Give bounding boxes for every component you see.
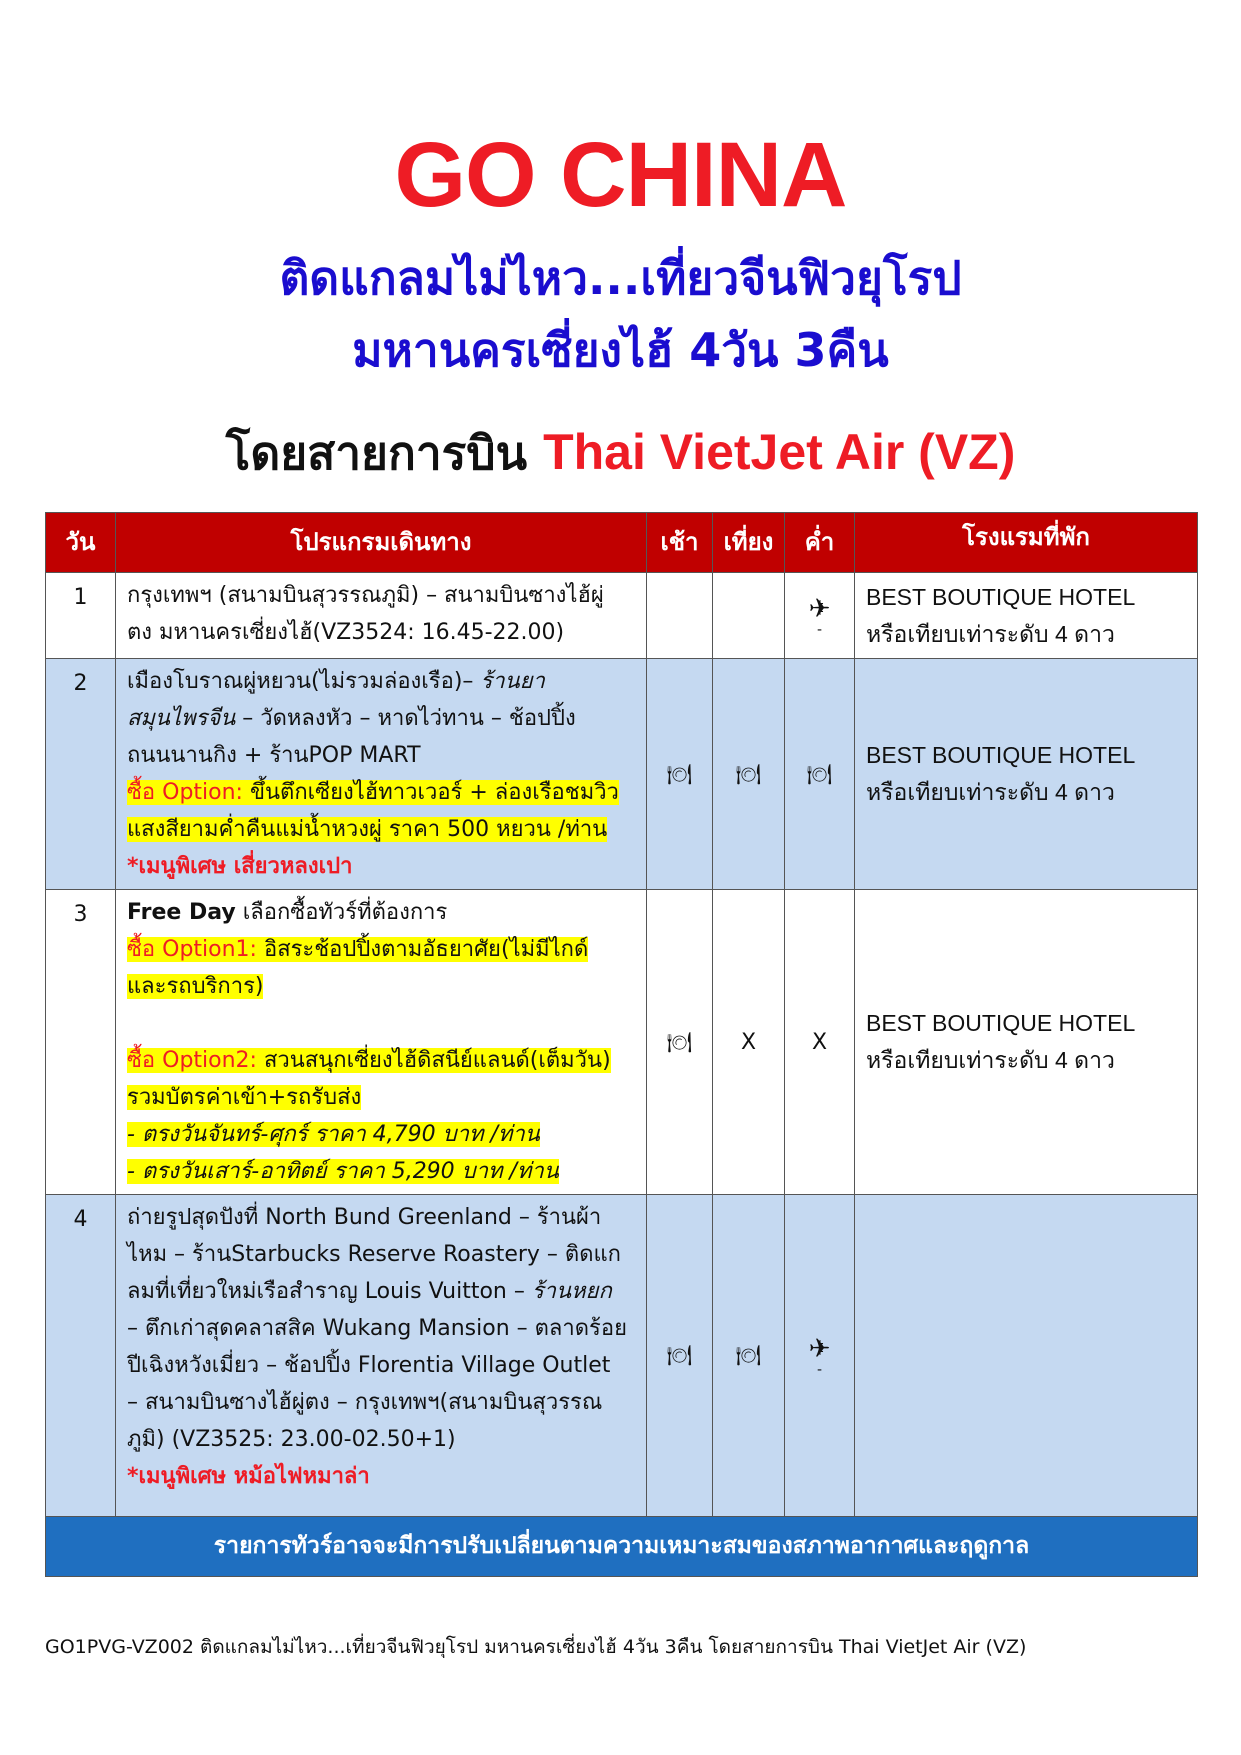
special-menu: *เมนูพิเศษ หม้อไฟหมาล่า (127, 1464, 370, 1489)
program-text: เลือกซื้อทัวร์ที่ต้องการ (235, 900, 448, 925)
day-program (116, 573, 647, 659)
dinner-cell: X (785, 890, 855, 1195)
meal-icon: 🍽 (735, 761, 762, 786)
option-line (127, 931, 638, 968)
option-text: อิสระช้อปปิ้งตามอัธยาศัย(ไม่มีไกด์ (256, 937, 589, 962)
hotel-grade: หรือเทียบเท่าระดับ 4 ดาว (866, 779, 1115, 805)
header-dinner: ค่ำ (785, 513, 855, 573)
hotel-name: BEST BOUTIQUE HOTEL (866, 1010, 1136, 1036)
meal-icon: 🍽 (735, 1343, 762, 1367)
option-label: ซื้อ Option2: (127, 1048, 257, 1073)
airline-line (0, 420, 1241, 485)
hotel-cell (855, 890, 1198, 1195)
header-breakfast: เช้า (647, 513, 713, 573)
day-program (116, 659, 647, 890)
hotel-cell (855, 1195, 1198, 1517)
table-row (46, 659, 1198, 890)
breakfast-cell (647, 573, 713, 659)
program-line (127, 700, 638, 737)
hotel-cell (855, 573, 1198, 659)
price-weekday: - ตรงวันจันทร์-ศุกร์ ราคา 4,790 บาท /ท่าน (127, 1122, 540, 1147)
program-text: – วัดหลงหัว – หาดไว่ทาน – ช้อปปิ้ง (235, 706, 576, 731)
option-line (127, 968, 638, 1005)
meal-icon: 🍽 (666, 1029, 693, 1054)
program-shop: ร้านหยก (531, 1279, 612, 1304)
meal-icon: 🍽 (666, 1343, 693, 1367)
document-footer: GO1PVG-VZ002 ติดแกลมไม่ไหว...เที่ยวจีนฟิวยุโรป มหานครเซี่ยงไฮ้ 4วัน 3คืน โดยสายการบิน Thai VietJet Air (VZ) (45, 1636, 1027, 1658)
table-row (46, 890, 1198, 1195)
hotel-cell (855, 659, 1198, 890)
meal-icon: 🍽 (666, 761, 693, 786)
program-line: – ตึกเก่าสุดคลาสสิค Wukang Mansion – ตลาดร้อย (127, 1316, 627, 1341)
program-line (127, 663, 638, 700)
day-number: 2 (46, 659, 116, 890)
header-lunch: เที่ยง (713, 513, 785, 573)
option-text: สวนสนุกเซี่ยงไฮ้ดิสนีย์แลนด์(เต็มวัน) (256, 1048, 611, 1073)
lunch-cell (713, 659, 785, 890)
day-number: 1 (46, 573, 116, 659)
tour-title-line1: ติดแกลมไม่ไหว...เที่ยวจีนฟิวยุโรป (279, 251, 962, 305)
dinner-cell (785, 659, 855, 890)
option-text: และรถบริการ) (127, 974, 264, 999)
dinner-cell (785, 573, 855, 659)
breakfast-cell (647, 1195, 713, 1517)
program-text: ลมที่เที่ยวใหม่เรือสำราญ Louis Vuitton – (127, 1279, 532, 1304)
option-text: แสงสียามค่ำคืนแม่น้ำหวงผู่ ราคา 500 หยวน /ท่าน (127, 817, 608, 842)
itinerary-table (45, 512, 1198, 1577)
airplane-icon: ✈ (808, 1333, 831, 1364)
tour-title-line2: มหานครเซี่ยงไฮ้ 4วัน 3คืน (352, 323, 889, 377)
airline-name: Thai VietJet Air (VZ) (543, 424, 1016, 480)
airplane-icon: ✈ (808, 593, 831, 624)
breakfast-cell (647, 890, 713, 1195)
table-row (46, 573, 1198, 659)
program-shop: ร้านยา (480, 669, 545, 694)
option-line (127, 1079, 638, 1116)
option-line (127, 811, 638, 848)
option-text: ขึ้นตึกเซียงไฮ้ทาวเวอร์ + ล่องเรือชมวิว (242, 780, 619, 805)
note-row (46, 1517, 1198, 1577)
program-text: เมืองโบราณผู่หยวน(ไม่รวมล่องเรือ)– (127, 669, 481, 694)
program-line: ตง มหานครเซี่ยงไฮ้(VZ3524: 16.45-22.00) (127, 620, 565, 645)
special-menu: *เมนูพิเศษ เสี่ยวหลงเปา (127, 854, 353, 879)
meal-icon: 🍽 (806, 761, 833, 786)
dinner-note: - (816, 1361, 823, 1378)
lunch-cell (713, 1195, 785, 1517)
option-line (127, 774, 638, 811)
airline-prefix: โดยสายการบิน (225, 426, 528, 480)
brand-title: GO CHINA (394, 124, 847, 226)
header-hotel: โรงแรมที่พัก (855, 513, 1198, 573)
hotel-grade: หรือเทียบเท่าระดับ 4 ดาว (866, 620, 1115, 647)
option-line (127, 1042, 638, 1079)
option-label: ซื้อ Option1: (127, 937, 257, 962)
hotel-grade: หรือเทียบเท่าระดับ 4 ดาว (866, 1047, 1115, 1073)
hotel-name: BEST BOUTIQUE HOTEL (866, 583, 1136, 610)
table-header-row (46, 513, 1198, 573)
header-day: วัน (46, 513, 116, 573)
dinner-cell (785, 1195, 855, 1517)
day-number: 3 (46, 890, 116, 1195)
program-line: กรุงเทพฯ (สนามบินสุวรรณภูมิ) – สนามบินซางไฮ้ผู่ (127, 583, 604, 608)
header-program: โปรแกรมเดินทาง (116, 513, 647, 573)
option-text: รวมบัตรค่าเข้า+รถรับส่ง (127, 1085, 362, 1110)
day-number: 4 (46, 1195, 116, 1517)
program-line: – สนามบินซางไฮ้ผู่ตง – กรุงเทพฯ(สนามบินสุวรรณ (127, 1390, 603, 1415)
price-line (127, 1153, 638, 1190)
price-line (127, 1116, 638, 1153)
day-program (116, 1195, 647, 1517)
lunch-cell: X (713, 890, 785, 1195)
breakfast-cell (647, 659, 713, 890)
program-line: ปีเฉิงหวังเมี่ยว – ช้อปปิ้ง Florentia Village Outlet (127, 1353, 611, 1378)
free-day-label: Free Day (127, 900, 236, 925)
program-line: ภูมิ) (VZ3525: 23.00-02.50+1) (127, 1427, 456, 1452)
lunch-cell (713, 573, 785, 659)
hotel-name: BEST BOUTIQUE HOTEL (866, 742, 1136, 768)
day-program (116, 890, 647, 1195)
option-label: ซื้อ Option: (127, 780, 243, 805)
dinner-note: - (816, 621, 823, 638)
itinerary-note: รายการทัวร์อาจจะมีการปรับเปลี่ยนตามความเหมาะสมของสภาพอากาศและฤดูกาล (46, 1517, 1198, 1577)
program-line (127, 894, 638, 931)
program-line: ถนนนานกิง + ร้านPOP MART (127, 743, 421, 768)
program-line (127, 1273, 638, 1310)
program-shop: สมุนไพรจีน (127, 706, 236, 731)
program-line: ถ่ายรูปสุดปังที่ North Bund Greenland – ร้านผ้า (127, 1205, 602, 1230)
table-row (46, 1195, 1198, 1517)
price-weekend: - ตรงวันเสาร์-อาทิตย์ ราคา 5,290 บาท /ท่าน (127, 1159, 559, 1184)
program-line: ไหม – ร้านStarbucks Reserve Roastery – ติดแก (127, 1242, 621, 1267)
